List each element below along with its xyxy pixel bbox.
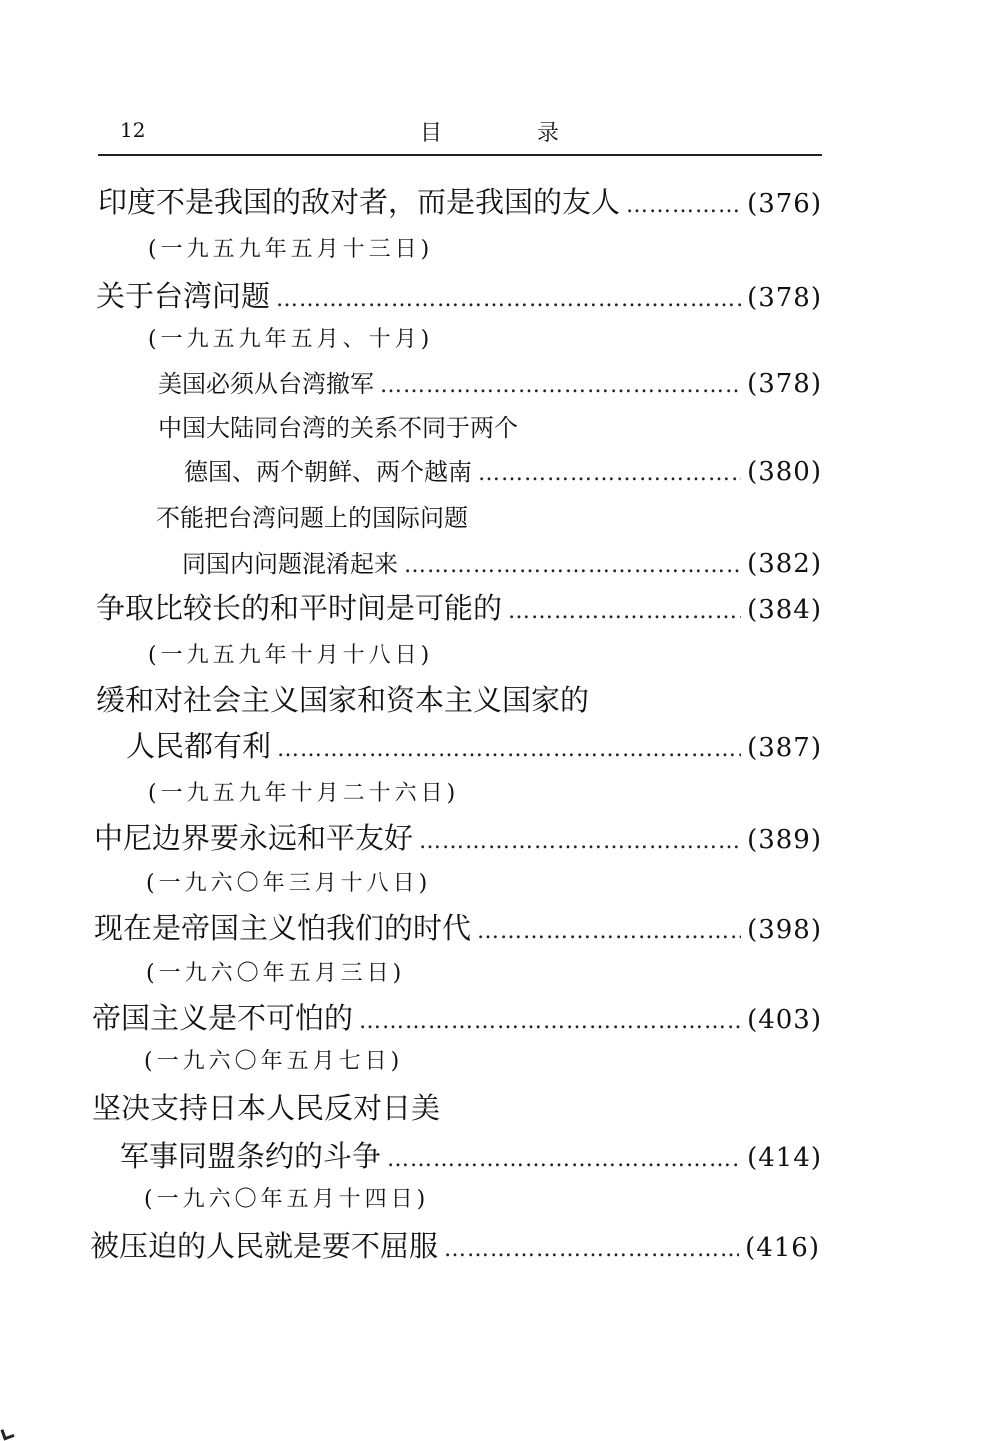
toc-entry-title-line1 (92, 1086, 440, 1127)
toc-entry[interactable] (92, 996, 822, 1037)
toc-subentry-title-line1 (158, 408, 518, 443)
toc-entry-title: 印度不是我国的敌对者，而是我国的友人 (98, 185, 621, 219)
toc-entry-title: 坚决支持日本人民反对日美 (92, 1091, 441, 1125)
toc-entry-title: 关于台湾问题 (96, 279, 271, 313)
page-header (98, 112, 822, 152)
toc-subentry[interactable] (158, 364, 822, 399)
toc-entry[interactable] (120, 1134, 822, 1175)
toc-entry-title: 现在是帝国主义怕我们的时代 (94, 911, 472, 945)
toc-entry-title: 帝国主义是不可怕的 (92, 1001, 354, 1035)
toc-entry-date: (一九六〇年五月七日) (144, 1049, 404, 1074)
dot-leader (444, 1237, 739, 1262)
dot-leader (387, 1147, 741, 1172)
toc-entry[interactable] (94, 906, 822, 947)
toc-entry-title: 中尼边界要永远和平友好 (94, 821, 414, 855)
toc-page-number: (382) (747, 549, 822, 579)
toc-page-number: (398) (747, 915, 822, 945)
toc-entry-title: 被压迫的人民就是要不屈服 (90, 1229, 439, 1263)
dot-leader (477, 919, 741, 944)
dot-leader (359, 1009, 741, 1034)
toc-entry-title: 人民都有利 (126, 729, 272, 763)
toc-entry[interactable] (96, 586, 822, 627)
toc-entry-date: (一九五九年五月十三日) (148, 237, 434, 262)
toc-entry-date: (一九五九年十月十八日) (148, 643, 434, 668)
dot-leader (419, 829, 741, 854)
dot-leader (380, 373, 741, 398)
toc-page-number: (376) (747, 189, 822, 219)
toc-entry-title: 不能把台湾问题上的国际问题 (156, 504, 468, 532)
toc-entry-date: (一九五九年五月、十月) (148, 327, 434, 352)
dot-leader (478, 461, 741, 486)
toc-entry-date: (一九六〇年五月十四日) (144, 1187, 430, 1212)
toc-entry-date: (一九六〇年三月十八日) (146, 871, 432, 896)
page-number: 12 (120, 118, 146, 142)
toc-page-number: (389) (747, 825, 822, 855)
toc-page-number: (387) (747, 733, 822, 763)
toc-entry[interactable] (94, 816, 822, 857)
running-title: 目 录 (420, 121, 603, 146)
toc-page-number: (416) (745, 1233, 820, 1263)
dot-leader (276, 287, 741, 312)
toc-entry-date: (一九五九年十月二十六日) (148, 781, 460, 806)
toc-page-number: (378) (747, 283, 822, 313)
toc-entry-title: 德国、两个朝鲜、两个越南 (184, 458, 472, 486)
toc-entry-title: 中国大陆同台湾的关系不同于两个 (158, 414, 518, 442)
dot-leader (626, 193, 741, 218)
toc-page-number: (380) (747, 457, 822, 487)
toc-entry[interactable] (96, 274, 822, 315)
toc-entry-title: 军事同盟条约的斗争 (120, 1139, 382, 1173)
toc-entry-title: 缓和对社会主义国家和资本主义国家的 (96, 683, 590, 717)
toc-entry[interactable] (126, 724, 822, 765)
dot-leader (277, 737, 741, 762)
dot-leader (508, 599, 741, 624)
toc-entry-title: 同国内问题混淆起来 (182, 550, 398, 578)
toc-entry[interactable] (98, 180, 822, 221)
toc-entry-title-line1 (96, 678, 589, 719)
toc-subentry[interactable] (182, 544, 822, 579)
toc-subentry[interactable] (184, 452, 822, 487)
toc-entry[interactable] (90, 1224, 820, 1265)
toc-entry-title: 争取比较长的和平时间是可能的 (96, 591, 503, 625)
dot-leader (404, 553, 741, 578)
toc-entry-title: 美国必须从台湾撤军 (158, 370, 374, 398)
header-rule (98, 154, 822, 156)
toc-page-number: (378) (747, 369, 822, 399)
toc-entry-date: (一九六〇年五月三日) (146, 961, 406, 986)
toc-page-number: (414) (747, 1143, 822, 1173)
toc-page-number: (384) (747, 595, 822, 625)
toc-subentry-title-line1 (156, 498, 468, 533)
corner-scan-mark (0, 1426, 14, 1440)
toc-page-number: (403) (747, 1005, 822, 1035)
